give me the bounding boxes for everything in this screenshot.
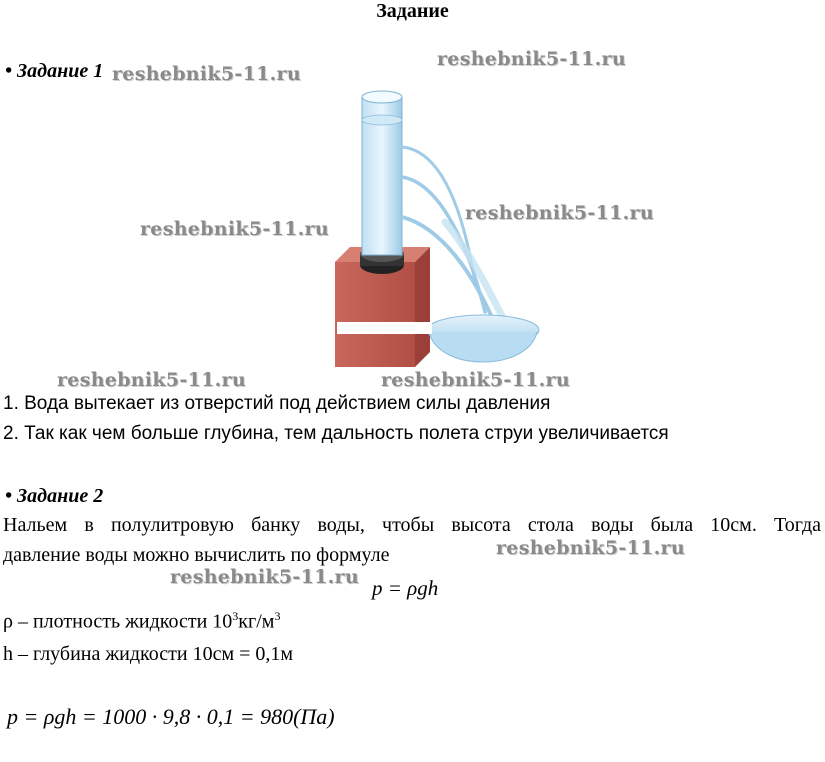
watermark: reshebnik5-11.ru bbox=[57, 369, 246, 391]
watermark: reshebnik5-11.ru bbox=[496, 537, 685, 559]
density-line: ρ – плотность жидкости $10^3кг/м^3$ bbox=[3, 609, 281, 633]
watermark: reshebnik5-11.ru bbox=[112, 63, 301, 85]
depth-line: h – глубина жидкости 10см = 0,1м bbox=[3, 643, 294, 665]
task1-answer-1: 1. Вода вытекает из отверстий под действием силы давления bbox=[3, 393, 551, 414]
watermark: reshebnik5-11.ru bbox=[170, 566, 359, 588]
task2-text-line2: давление воды можно вычислить по формуле bbox=[3, 544, 390, 566]
task1-heading: • Задание 1 bbox=[5, 60, 104, 82]
pressure-calculation: p = ρgh = 1000 · 9,8 · 0,1 = 980(Па) bbox=[7, 704, 335, 729]
pressure-formula: p = ρgh bbox=[372, 576, 439, 600]
water-tube bbox=[362, 91, 402, 255]
watermark: reshebnik5-11.ru bbox=[437, 48, 626, 70]
task2-text-line1: Нальем в полулитровую банку воды, чтобы высота стола воды была 10см. Тогда bbox=[3, 514, 821, 536]
watermark: reshebnik5-11.ru bbox=[381, 369, 570, 391]
watermark: reshebnik5-11.ru bbox=[140, 218, 329, 240]
water-dish bbox=[427, 315, 539, 362]
watermark: reshebnik5-11.ru bbox=[465, 202, 654, 224]
experiment-illustration bbox=[325, 82, 545, 372]
page-title: Задание bbox=[376, 0, 449, 22]
task2-heading: • Задание 2 bbox=[5, 485, 104, 507]
task1-answer-2: 2. Так как чем больше глубина, тем дальность полета струи увеличивается bbox=[3, 423, 669, 444]
